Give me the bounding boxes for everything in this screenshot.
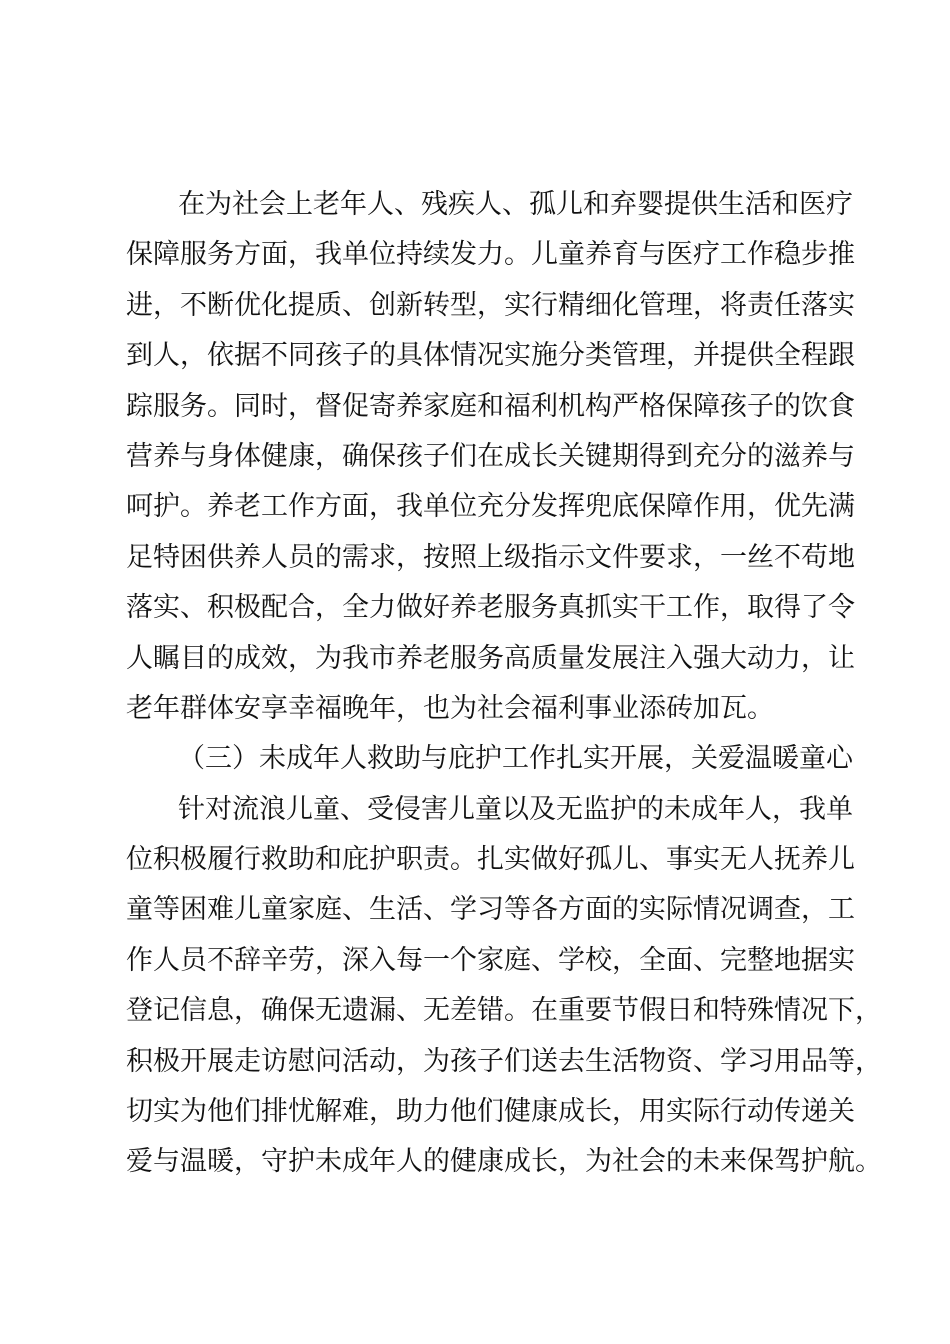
paragraph-line: 积极开展走访慰问活动，为孩子们送去生活物资、学习用品等，: [126, 1045, 882, 1077]
paragraph-line: 童等困难儿童家庭、生活、学习等各方面的实际情况调查，工: [126, 894, 855, 926]
paragraph-line: 针对流浪儿童、受侵害儿童以及无监护的未成年人，我单: [178, 793, 853, 825]
paragraph-line: 爱与温暖，守护未成年人的健康成长，为社会的未来保驾护航。: [126, 1146, 882, 1178]
paragraph-line: 进，不断优化提质、创新转型，实行精细化管理，将责任落实: [126, 289, 855, 321]
paragraph-line: 营养与身体健康，确保孩子们在成长关键期得到充分的滋养与: [126, 440, 855, 472]
paragraph-line: 呵护。养老工作方面，我单位充分发挥兜底保障作用，优先满: [126, 491, 855, 523]
paragraph-line: 在为社会上老年人、残疾人、孤儿和弃婴提供生活和医疗: [178, 189, 853, 220]
paragraph-line: 切实为他们排忧解难，助力他们健康成长，用实际行动传递关: [126, 1096, 855, 1128]
section-heading: （三）未成年人救助与庇护工作扎实开展，关爱温暖童心: [178, 743, 853, 775]
paragraph-line: 到人，依据不同孩子的具体情况实施分类管理，并提供全程跟: [126, 340, 855, 372]
paragraph-line: 踪服务。同时，督促寄养家庭和福利机构严格保障孩子的饮食: [126, 390, 855, 422]
paragraph-line: 保障服务方面，我单位持续发力。儿童养育与医疗工作稳步推: [126, 239, 855, 271]
paragraph-line: 位积极履行救助和庇护职责。扎实做好孤儿、事实无人抚养儿: [126, 844, 855, 876]
paragraph-welfare-services: [126, 180, 882, 1188]
paragraph-line: 人瞩目的成效，为我市养老服务高质量发展注入强大动力，让: [126, 642, 855, 674]
paragraph-line: 登记信息，确保无遗漏、无差错。在重要节假日和特殊情况下，: [126, 995, 882, 1027]
paragraph-line: 足特困供养人员的需求，按照上级指示文件要求，一丝不苟地: [126, 541, 855, 573]
paragraph-line: 落实、积极配合，全力做好养老服务真抓实干工作，取得了令: [126, 592, 855, 624]
paragraph-line: 作人员不辞辛劳，深入每一个家庭、学校，全面、完整地据实: [126, 944, 855, 976]
paragraph-line: 老年群体安享幸福晚年，也为社会福利事业添砖加瓦。: [126, 692, 774, 724]
